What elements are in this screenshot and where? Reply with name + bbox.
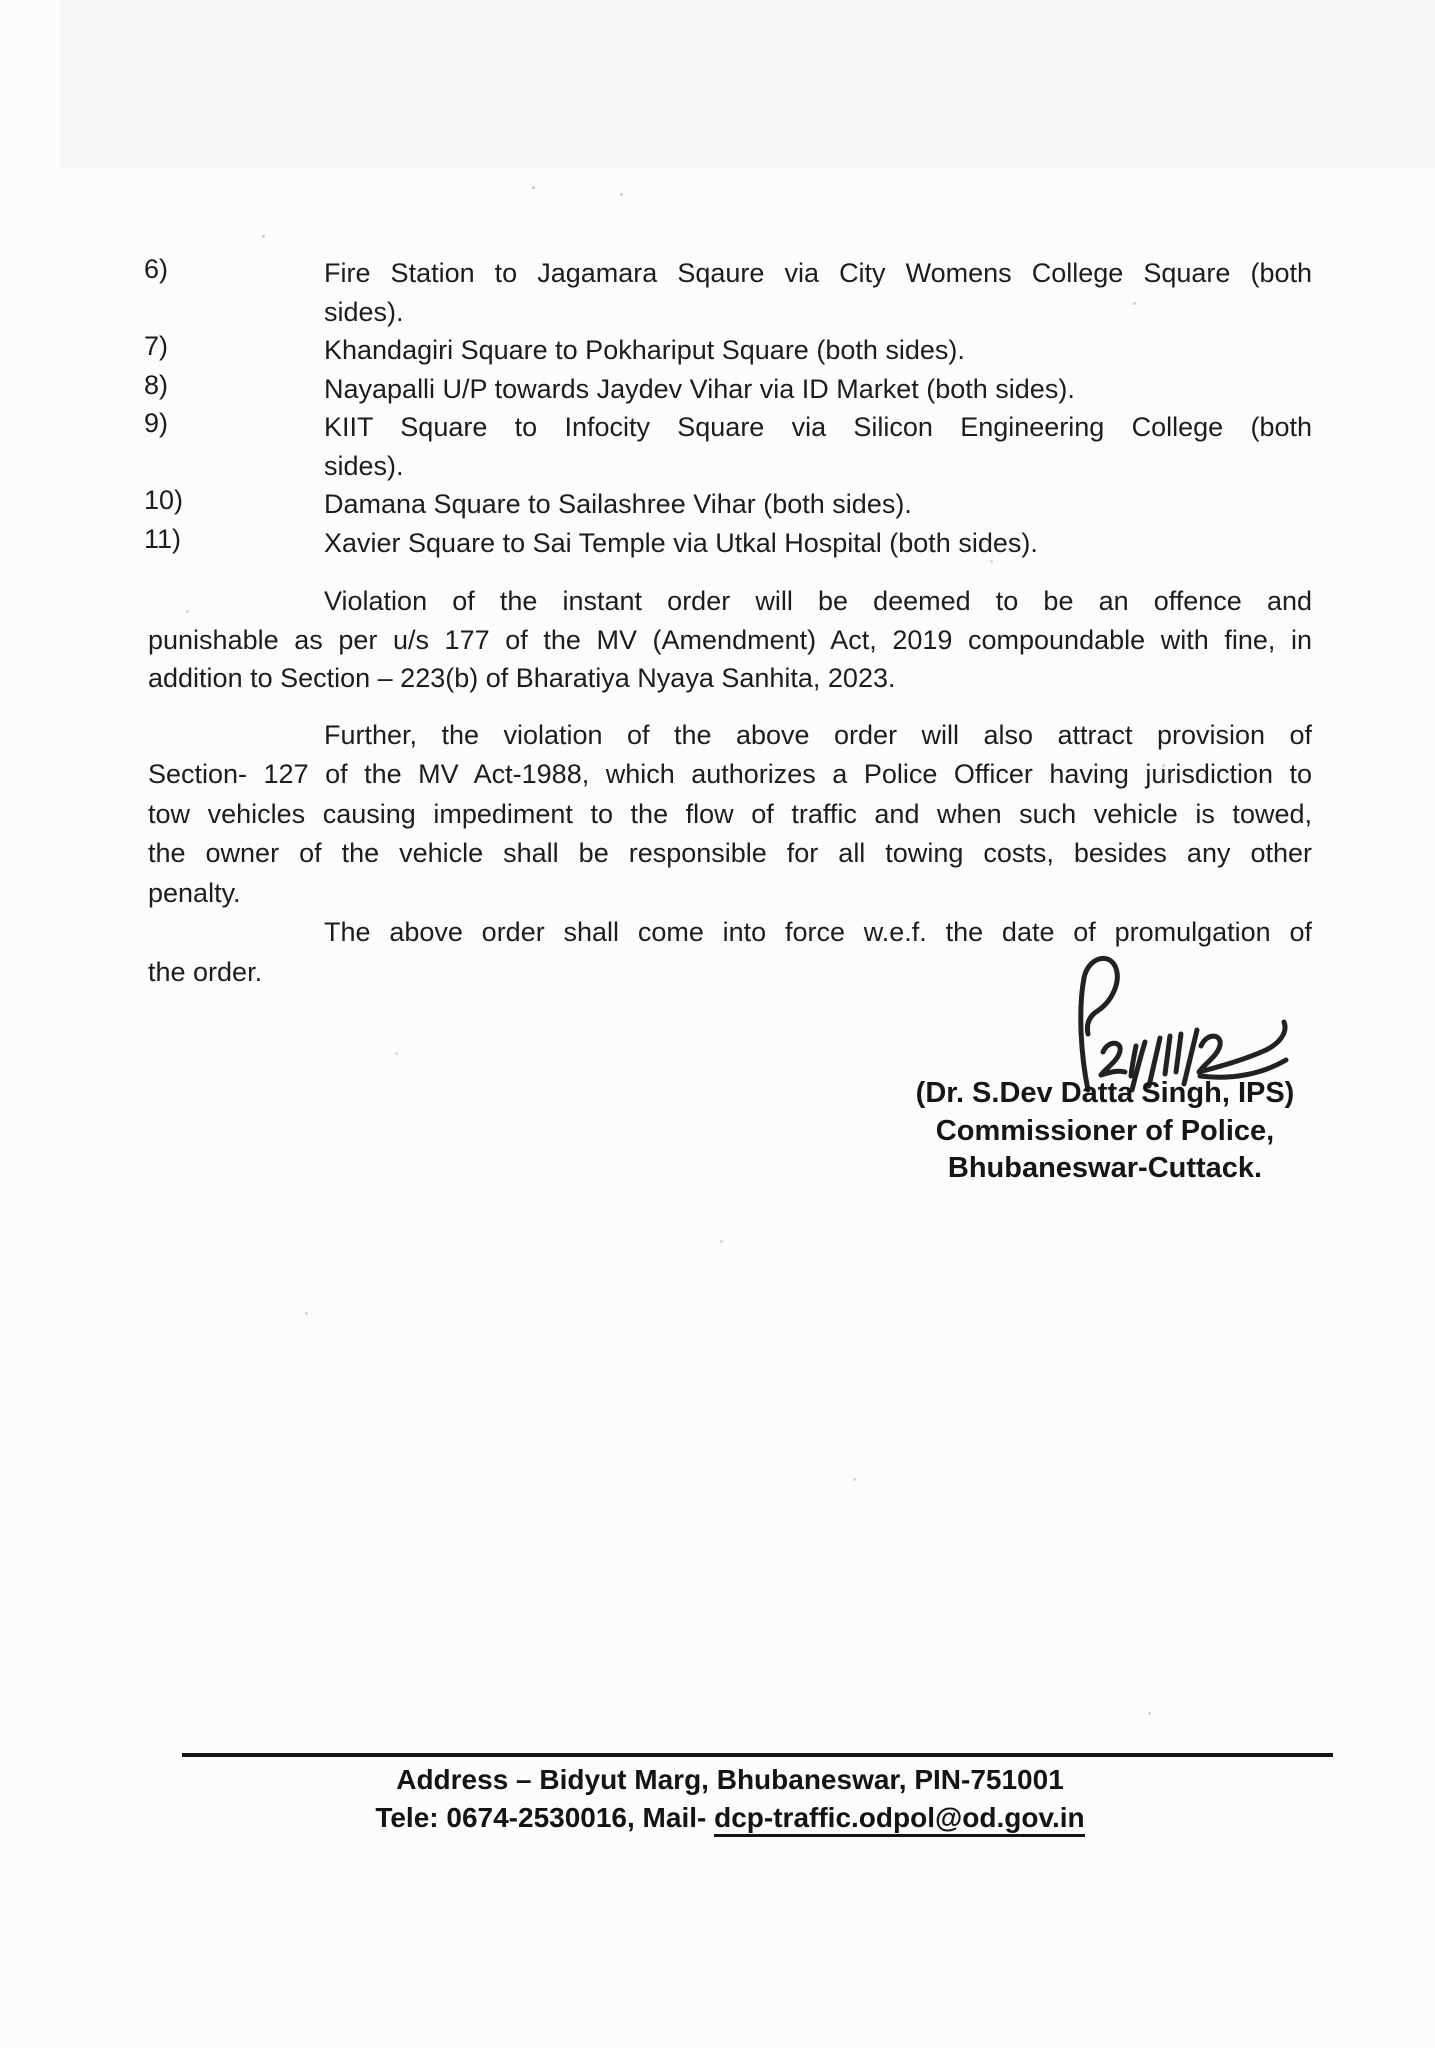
- item-text: Khandagiri Square to Pokhariput Square (both sides).: [324, 335, 965, 365]
- footer-email: dcp-traffic.odpol@od.gov.in: [714, 1802, 1085, 1837]
- footer-address: Address – Bidyut Marg, Bhubaneswar, PIN-751001: [396, 1764, 1064, 1795]
- item-text: Fire Station to Jagamara Sqaure via City Womens College Square (both sides).: [324, 258, 1312, 327]
- list-item-6: [144, 254, 1312, 331]
- item-number: 11): [144, 523, 182, 554]
- item-text: Nayapalli U/P towards Jaydev Vihar via ID Market (both sides).: [324, 373, 1075, 404]
- list-item-8: [144, 370, 1312, 409]
- order-paragraphs: [148, 582, 1312, 992]
- item-number: 6): [144, 254, 169, 284]
- scan-shade-artifact: [60, 0, 1435, 168]
- item-number: 7): [144, 331, 169, 361]
- list-item-9: [144, 408, 1312, 485]
- footer-contact-prefix: Tele: 0674-2530016, Mail-: [375, 1802, 715, 1833]
- item-number: 8): [144, 369, 169, 400]
- scan-speckles: [0, 0, 3, 3]
- paragraph-force: The above order shall come into force w.e.f. the date of promulgation of the order.: [148, 917, 1312, 987]
- item-number: 9): [144, 408, 169, 438]
- signatory-name: (Dr. S.Dev Datta Singh, IPS): [915, 1077, 1295, 1109]
- signatory-block: [880, 1075, 1330, 1188]
- footer-block: [148, 1761, 1312, 1837]
- paragraph-violation: Violation of the instant order will be deemed to be an offence and punishable as per u/s 177 of the MV (Amendment) Act, 2019 compoundable with fine, in addition to Section – 223(b) of Bharatiya Nyaya Sanhita, 2023.: [148, 586, 1312, 693]
- list-item-7: [144, 331, 1312, 370]
- list-item-10: [144, 485, 1312, 524]
- footer-divider: [182, 1753, 1333, 1757]
- signatory-location: Bhubaneswar-Cuttack.: [947, 1152, 1263, 1184]
- paragraph-further: Further, the violation of the above order will also attract provision of Section- 127 of the MV Act-1988, which authorizes a Police Officer having jurisdiction to tow vehicles causing impediment to the flow of traffic and when such vehicle is towed, the owner of the vehicle shall be responsible for all towing costs, besides any other penalty.: [148, 719, 1312, 908]
- signatory-title: Commissioner of Police,: [935, 1114, 1275, 1147]
- route-list: [144, 254, 1312, 562]
- item-text: Xavier Square to Sai Temple via Utkal Hospital (both sides).: [324, 527, 1038, 558]
- footer-contact: [148, 1799, 1312, 1837]
- item-text: KIIT Square to Infocity Square via Silicon Engineering College (both sides).: [324, 412, 1312, 481]
- list-item-11: [144, 524, 1312, 563]
- signature-icon: [1048, 948, 1298, 1093]
- item-number: 10): [144, 485, 184, 515]
- item-text: Damana Square to Sailashree Vihar (both sides).: [324, 489, 912, 519]
